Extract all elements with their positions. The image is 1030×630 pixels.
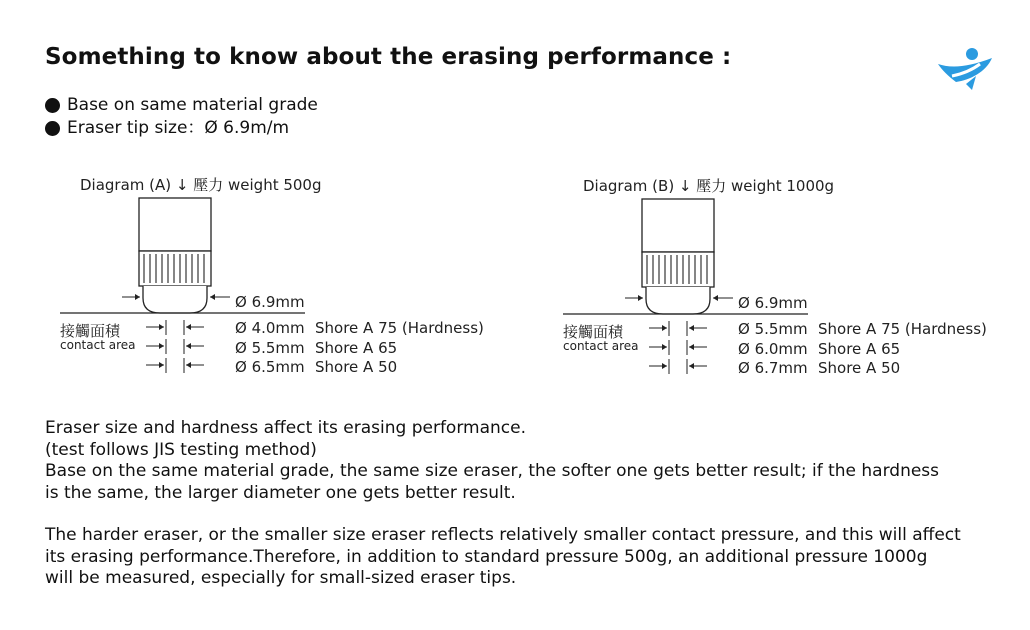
row-diameter: Ø 4.0mm xyxy=(235,319,305,337)
text-line: is the same, the larger diameter one gets better result. xyxy=(45,482,516,503)
text-line: The harder eraser, or the smaller size eraser reflects relatively smaller contact pressure, and this will affect xyxy=(45,525,961,545)
row-shore: Shore A 65 xyxy=(818,340,901,358)
diagram-caption: Diagram (B) ↓ 壓力 weight 1000g xyxy=(583,177,835,195)
text-line: its erasing performance.Therefore, in addition to standard pressure 500g, an additional pressure 1000g xyxy=(45,546,928,567)
text-line: (test follows JIS testing method) xyxy=(45,439,317,460)
row-shore: Shore A 50 xyxy=(315,358,398,376)
bullet-item xyxy=(45,117,318,140)
tip-diameter: Ø 6.9mm xyxy=(235,293,305,311)
row-diameter: Ø 6.7mm xyxy=(738,359,808,377)
diagram-b xyxy=(563,168,1023,393)
row-shore: Shore A 50 xyxy=(818,359,901,377)
paragraph-1 xyxy=(45,418,995,504)
row-diameter: Ø 6.5mm xyxy=(235,358,305,376)
swimmer-logo-icon xyxy=(936,46,994,92)
contact-label-zh: 接觸面積 xyxy=(60,322,121,340)
text-line: will be measured, especially for small-sized eraser tips. xyxy=(45,568,517,588)
row-diameter: Ø 5.5mm xyxy=(738,320,808,338)
row-shore: Shore A 65 xyxy=(315,339,398,357)
row-shore: Shore A 75 (Hardness) xyxy=(315,319,484,337)
paragraph-2 xyxy=(45,525,995,590)
row-diameter: Ø 6.0mm xyxy=(738,340,808,358)
bullet-text: Eraser tip size：Ø 6.9m/m xyxy=(67,118,290,138)
bullet-item xyxy=(45,94,318,117)
contact-label-en: contact area xyxy=(563,339,639,353)
contact-label-en: contact area xyxy=(60,338,136,352)
bullet-list xyxy=(45,94,318,140)
row-shore: Shore A 75 (Hardness) xyxy=(818,320,987,338)
row-diameter: Ø 5.5mm xyxy=(235,339,305,357)
tip-diameter: Ø 6.9mm xyxy=(738,294,808,312)
diagram-a xyxy=(60,168,520,393)
page-title: Something to know about the erasing performance : xyxy=(45,44,732,70)
diagram-caption: Diagram (A) ↓ 壓力 weight 500g xyxy=(80,176,322,194)
bullet-dot-icon xyxy=(45,98,60,113)
bullet-dot-icon xyxy=(45,121,60,136)
bullet-text: Base on same material grade xyxy=(67,95,318,115)
text-line: Base on the same material grade, the same size eraser, the softer one gets better result; if the hardness xyxy=(45,461,940,481)
contact-label-zh: 接觸面積 xyxy=(563,323,624,341)
text-line: Eraser size and hardness affect its erasing performance. xyxy=(45,418,526,438)
